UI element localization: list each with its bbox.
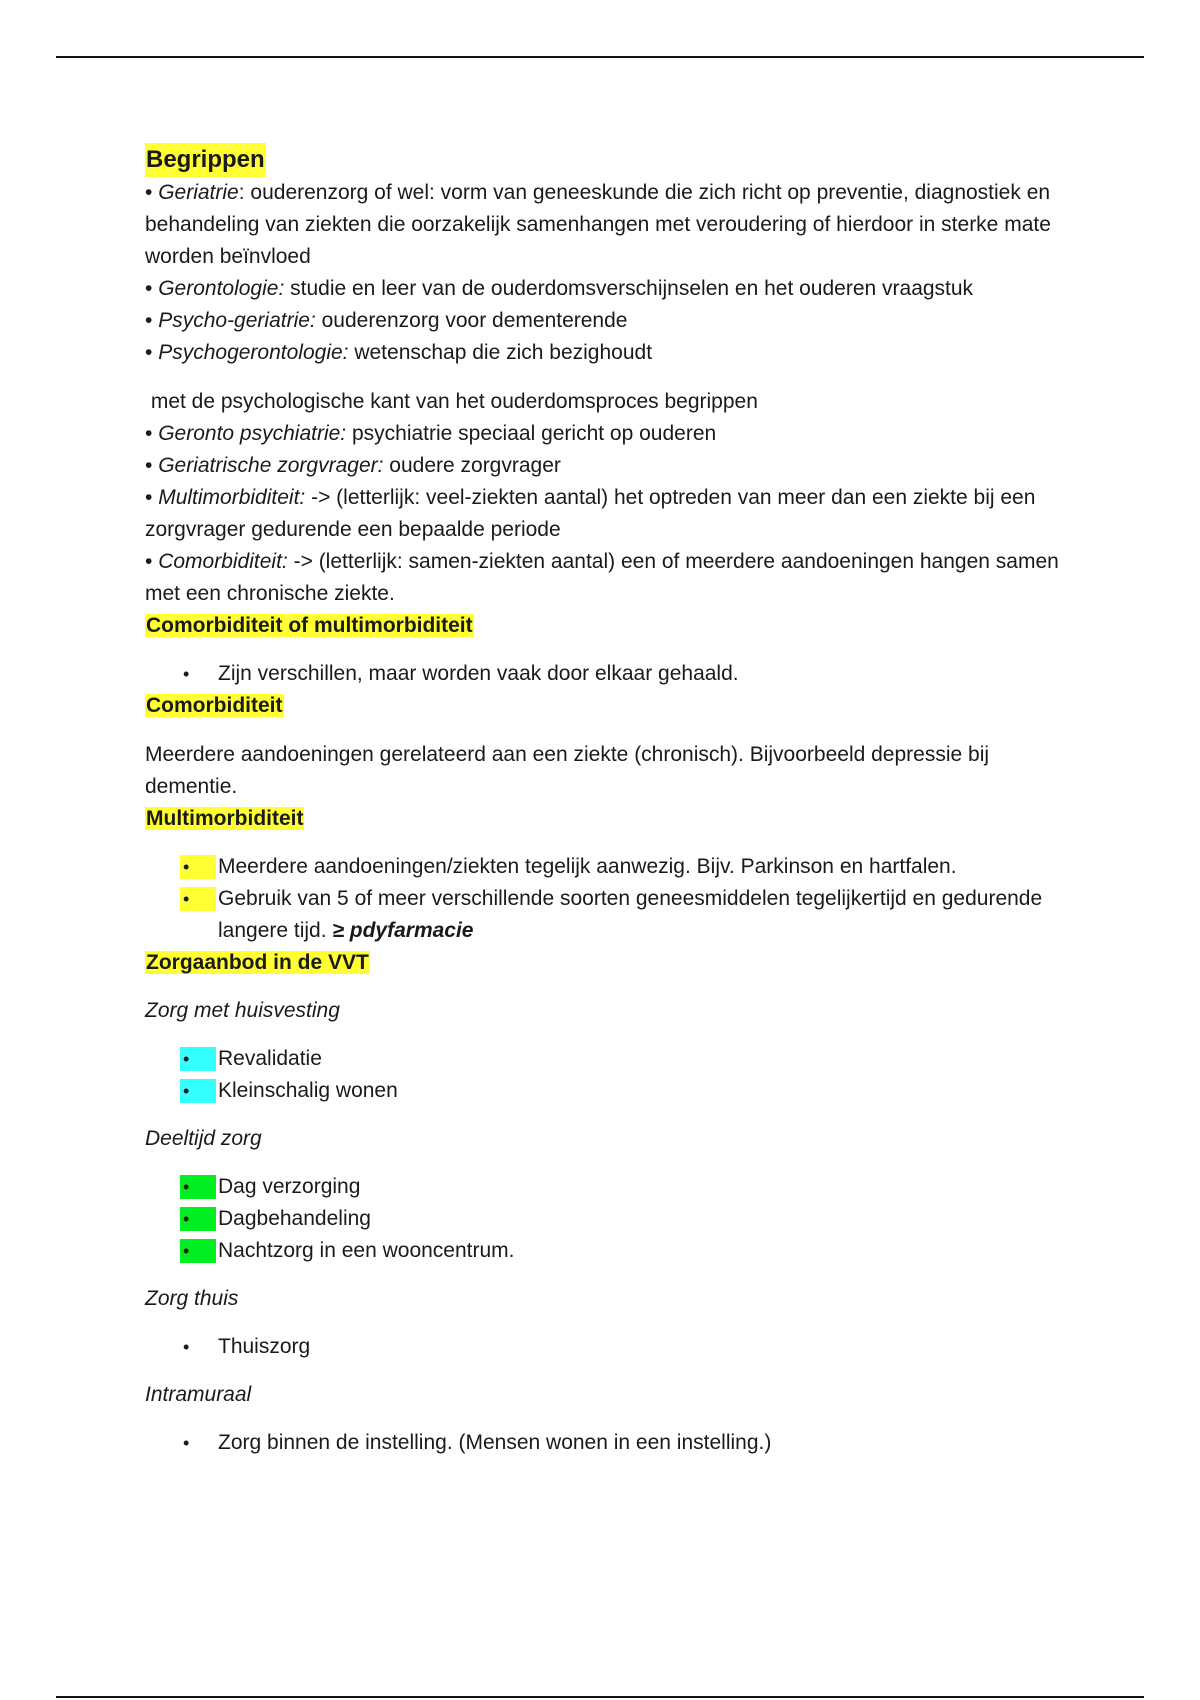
definition-term: Comorbiditeit: bbox=[158, 550, 288, 573]
deeltijd-list bbox=[145, 1171, 1065, 1267]
heading-zorgaanbod: Zorgaanbod in de VVT bbox=[146, 951, 369, 974]
bullet-icon: • bbox=[180, 855, 216, 879]
bullet-icon: • bbox=[145, 486, 153, 509]
definition-text: ouderenzorg voor dementerende bbox=[315, 309, 628, 332]
continuation-text: met de psychologische kant van het ouderdomsproces begrippen bbox=[145, 390, 758, 413]
list-item-text: Dagbehandeling bbox=[218, 1207, 371, 1230]
bullet-icon: • bbox=[180, 1207, 216, 1231]
footer-rule bbox=[56, 1696, 1144, 1698]
heading-comorbiditeit: Comorbiditeit bbox=[146, 694, 283, 717]
definition-term: Psychogerontologie: bbox=[158, 341, 349, 364]
definition-term: Gerontologie: bbox=[158, 277, 285, 300]
multimorbiditeit-list bbox=[145, 851, 1065, 947]
list-item bbox=[145, 1427, 1065, 1459]
bullet-icon: • bbox=[145, 277, 153, 300]
bullet-icon: • bbox=[180, 1079, 216, 1103]
definition-item bbox=[145, 273, 1065, 305]
heading-begrippen: Begrippen bbox=[145, 143, 266, 177]
list-item bbox=[145, 1075, 1065, 1107]
list-item-text: Meerdere aandoeningen/ziekten tegelijk aanwezig. Bijv. Parkinson en hartfalen. bbox=[218, 855, 957, 878]
list-item-text: Kleinschalig wonen bbox=[218, 1079, 398, 1102]
definition-item bbox=[145, 418, 1065, 450]
definition-text: -> (letterlijk: veel-ziekten aantal) het optreden van meer dan een ziekte bij een zorgvrager gedurende een bepaalde periode bbox=[145, 486, 1036, 541]
definition-item bbox=[145, 482, 1065, 546]
definition-text: -> (letterlijk: samen-ziekten aantal) een of meerdere aandoeningen hangen samen met een chronische ziekte. bbox=[145, 550, 1059, 605]
definition-term: Geriatrische zorgvrager: bbox=[158, 454, 384, 477]
list-item bbox=[145, 883, 1065, 947]
emphasis-text: ≥ pdyfarmacie bbox=[332, 919, 474, 942]
list-item bbox=[145, 1171, 1065, 1203]
list-item-text: Zorg binnen de instelling. (Mensen wonen in een instelling.) bbox=[218, 1431, 772, 1454]
bullet-icon: • bbox=[183, 664, 190, 684]
bullet-icon: • bbox=[183, 1337, 190, 1357]
intramuraal-list bbox=[145, 1427, 1065, 1459]
heading-multimorbiditeit: Multimorbiditeit bbox=[146, 807, 304, 830]
definition-text: : ouderenzorg of wel: vorm van geneeskunde die zich richt op preventie, diagnostiek en behandeling van ziekten die oorzakelijk samenhangen met veroudering of hierdoor in sterke mate worden beïnvloed bbox=[145, 181, 1051, 268]
list-item-text: Zijn verschillen, maar worden vaak door elkaar gehaald. bbox=[218, 662, 739, 685]
definition-text: wetenschap die zich bezighoudt bbox=[348, 341, 653, 364]
list-item bbox=[145, 851, 1065, 883]
definition-item bbox=[145, 450, 1065, 482]
bullet-icon: • bbox=[180, 1239, 216, 1263]
definition-text: psychiatrie speciaal gericht op ouderen bbox=[346, 422, 717, 445]
definition-item bbox=[145, 546, 1065, 610]
list-item bbox=[145, 658, 1065, 690]
definitions-list bbox=[145, 177, 1065, 369]
list-item bbox=[145, 1203, 1065, 1235]
bullet-icon: • bbox=[183, 1433, 190, 1453]
subheading-thuis: Zorg thuis bbox=[145, 1287, 239, 1310]
definition-item bbox=[145, 177, 1065, 273]
bullet-icon: • bbox=[180, 1175, 216, 1199]
bullet-icon: • bbox=[180, 1047, 216, 1071]
definition-term: Multimorbiditeit: bbox=[158, 486, 306, 509]
thuis-list bbox=[145, 1331, 1065, 1363]
subheading-intramuraal: Intramuraal bbox=[145, 1383, 252, 1406]
definition-term: Geronto psychiatrie: bbox=[158, 422, 347, 445]
subheading-deeltijd: Deeltijd zorg bbox=[145, 1127, 262, 1150]
list-item bbox=[145, 1235, 1065, 1267]
definition-term: Geriatrie bbox=[158, 181, 239, 204]
bullet-icon: • bbox=[145, 550, 153, 573]
definition-term: Psycho-geriatrie: bbox=[158, 309, 316, 332]
heading-comorbiditeit-of-multimorbiditeit: Comorbiditeit of multimorbiditeit bbox=[146, 614, 473, 637]
list-item-text: Revalidatie bbox=[218, 1047, 322, 1070]
definition-item bbox=[145, 337, 1065, 369]
definition-item bbox=[145, 305, 1065, 337]
header-rule bbox=[56, 56, 1144, 58]
subheading-huisvesting: Zorg met huisvesting bbox=[145, 999, 340, 1022]
list-item bbox=[145, 1331, 1065, 1363]
bullet-icon: • bbox=[145, 454, 153, 477]
document-page bbox=[145, 143, 1065, 1459]
definition-text: studie en leer van de ouderdomsverschijnselen en het ouderen vraagstuk bbox=[284, 277, 974, 300]
bullet-icon: • bbox=[145, 309, 153, 332]
bullet-icon: • bbox=[145, 181, 153, 204]
definitions-list-2 bbox=[145, 418, 1065, 610]
como-multi-list bbox=[145, 658, 1065, 690]
definition-text: oudere zorgvrager bbox=[383, 454, 561, 477]
list-item bbox=[145, 1043, 1065, 1075]
huisvesting-list bbox=[145, 1043, 1065, 1107]
list-item-text: Nachtzorg in een wooncentrum. bbox=[218, 1239, 515, 1262]
bullet-icon: • bbox=[180, 887, 216, 911]
bullet-icon: • bbox=[145, 422, 153, 445]
list-item-text: Gebruik van 5 of meer verschillende soorten geneesmiddelen tegelijkertijd en gedurende langere tijd. bbox=[218, 887, 1043, 942]
list-item-text: Thuiszorg bbox=[218, 1335, 311, 1358]
bullet-icon: • bbox=[145, 341, 153, 364]
list-item-text: Dag verzorging bbox=[218, 1175, 361, 1198]
comorbiditeit-text: Meerdere aandoeningen gerelateerd aan een ziekte (chronisch). Bijvoorbeeld depressie bij dementie. bbox=[145, 743, 990, 798]
